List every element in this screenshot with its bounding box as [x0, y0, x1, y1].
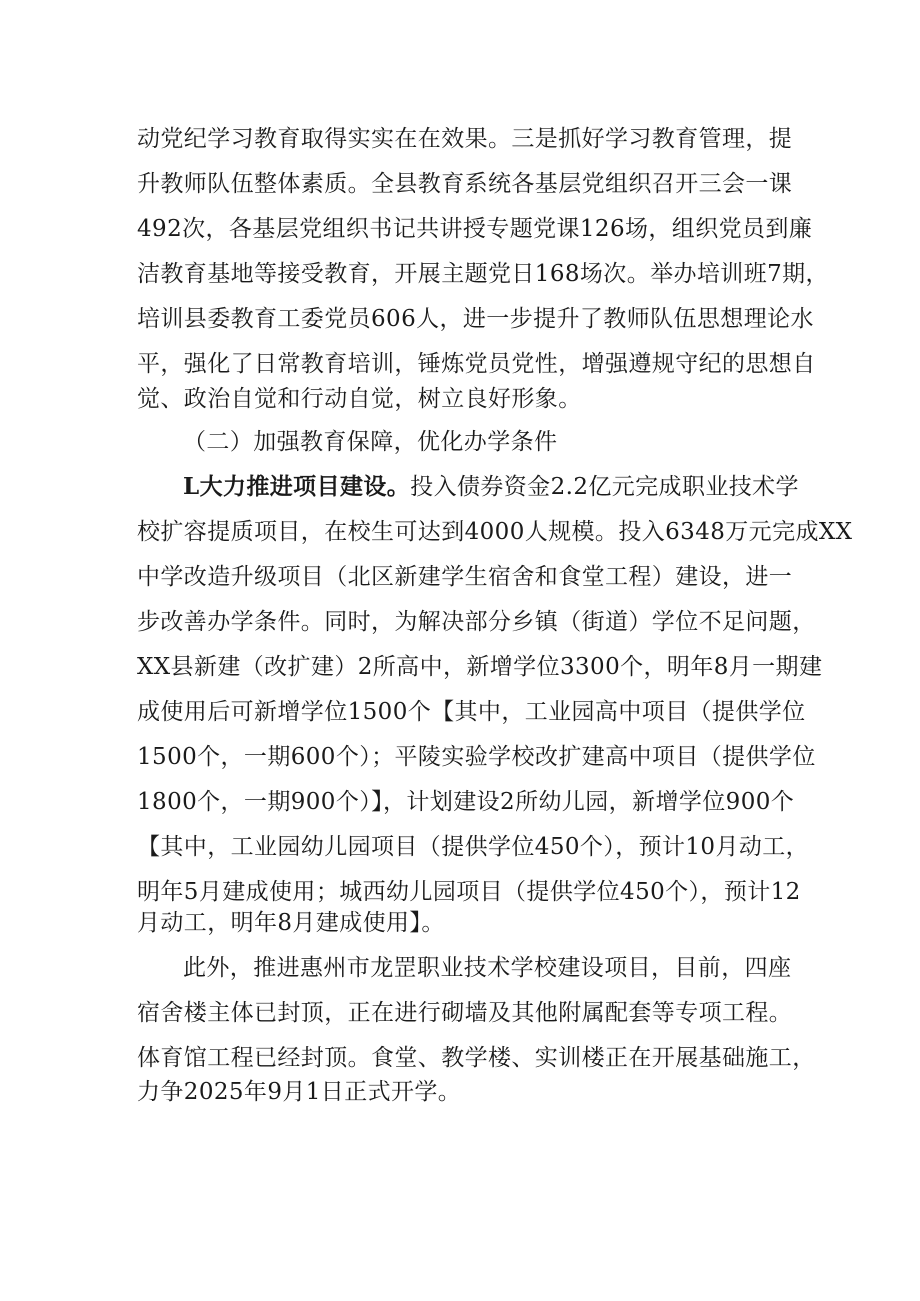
paragraph-line: XX县新建（改扩建）2所高中，新增学位3300个，明年8月一期建	[137, 654, 823, 680]
paragraph-line: 成使用后可新增学位1500个【其中，工业园高中项目（提供学位	[137, 699, 806, 725]
paragraph-line: 平，强化了日常教育培训，锤炼党员党性，增强遵规守纪的思想自	[137, 351, 816, 377]
section-heading: （二）加强教育保障，优化办学条件	[183, 429, 558, 455]
subsection-title: L大力推进项目建设。	[183, 473, 411, 500]
paragraph-line: 此外，推进惠州市龙罡职业技术学校建设项目，目前，四座	[183, 955, 792, 981]
paragraph-line: 中学改造升级项目（北区新建学生宿舍和食堂工程）建设，进一	[137, 564, 793, 590]
subsection-line	[183, 469, 843, 505]
paragraph-line: 月动工，明年8月建成使用】。	[137, 910, 445, 936]
paragraph-line: 492次，各基层党组织书记共讲授专题党课126场，组织党员到廉	[137, 216, 813, 242]
paragraph-line: 力争2025年9月1日正式开学。	[137, 1079, 462, 1105]
paragraph-line: 明年5月建成使用；城西幼儿园项目（提供学位450个），预计12	[137, 879, 801, 905]
paragraph-line: 1800个，一期900个）】，计划建设2所幼儿园，新增学位900个	[137, 789, 795, 815]
paragraph-line: 体育馆工程已经封顶。食堂、教学楼、实训楼正在开展基础施工，	[137, 1045, 816, 1071]
paragraph-line: 动党纪学习教育取得实实在在效果。三是抓好学习教育管理，提	[137, 126, 793, 152]
paragraph-line: 升教师队伍整体素质。全县教育系统各基层党组织召开三会一课	[137, 171, 793, 197]
paragraph-line: 宿舍楼主体已封顶，正在进行砌墙及其他附属配套等专项工程。	[137, 1000, 793, 1026]
paragraph-line: 【其中，工业园幼儿园项目（提供学位450个），预计10月动工，	[137, 834, 810, 860]
paragraph-line: 洁教育基地等接受教育，开展主题党日168场次。举办培训班7期，	[137, 261, 829, 287]
paragraph-line: 校扩容提质项目，在校生可达到4000人规模。投入6348万元完成XX	[137, 519, 853, 545]
paragraph-line: 培训县委教育工委党员606人，进一步提升了教师队伍思想理论水	[137, 306, 814, 332]
paragraph-line: 步改善办学条件。同时，为解决部分乡镇（街道）学位不足问题，	[137, 609, 816, 635]
paragraph-line: 1500个，一期600个）；平陵实验学校改扩建高中项目（提供学位	[137, 744, 816, 770]
subsection-text: 投入债券资金2.2亿元完成职业技术学	[410, 474, 799, 500]
paragraph-line: 觉、政治自觉和行动自觉，树立良好形象。	[137, 386, 582, 412]
